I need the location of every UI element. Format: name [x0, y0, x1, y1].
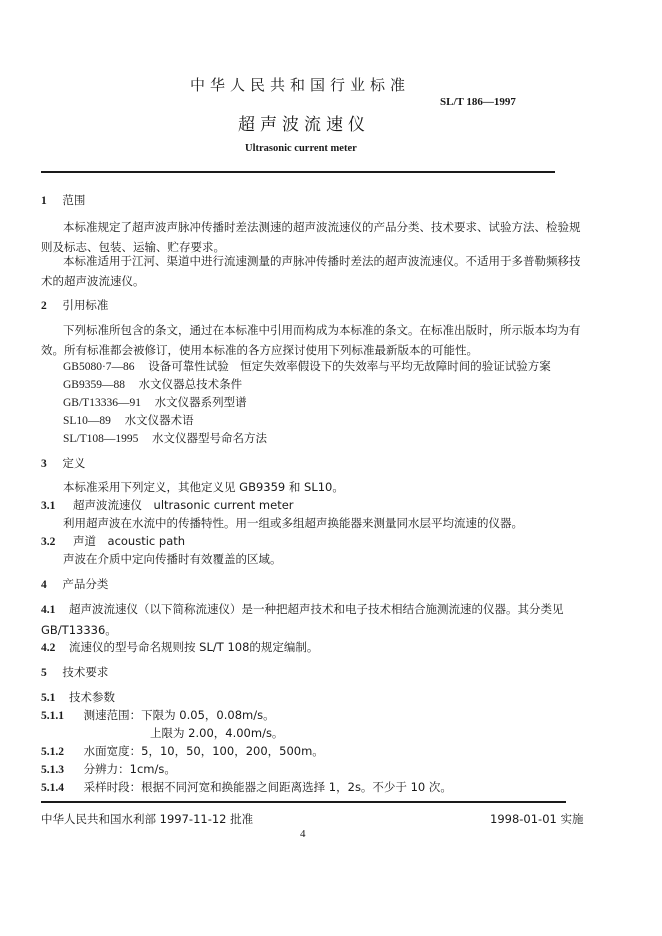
section-title: 技术要求	[62, 665, 109, 679]
clause-3-2-heading	[41, 533, 185, 549]
section-title: 定义	[62, 456, 86, 470]
reference-name: 水文仪器术语	[124, 413, 194, 427]
document-title: 超声波流速仪	[238, 115, 370, 135]
national-standard-title: 中华人民共和国行业标准	[190, 76, 411, 94]
approval-line: 中华人民共和国水利部 1997-11-12 批准	[41, 812, 254, 826]
section-2-heading	[41, 297, 108, 313]
section-1-heading	[41, 192, 85, 208]
reference-name: 设备可靠性试验 恒定失效率假设下的失效率与平均无故障时间的验证试验方案	[148, 359, 551, 373]
clause-text: 超声波流速仪（以下简称流速仪）是一种把超声技术和电子技术相结合施测流速的仪器。其分类见 GB/T13336。	[41, 602, 564, 637]
reference-code: GB9359—88	[63, 379, 125, 391]
reference-item	[63, 430, 267, 446]
clause-3-2-text: 声波在介质中定向传播时有效覆盖的区域。	[63, 552, 282, 566]
clause-3-1-heading	[41, 497, 294, 513]
clause-3-1-text: 利用超声波在水流中的传播特性。用一组或多组超声换能器来测量同水层平均流速的仪器。	[63, 516, 523, 530]
clause-number: 5.1	[41, 692, 56, 704]
footer-divider	[41, 801, 566, 803]
section-number: 1	[41, 195, 47, 207]
reference-name: 水文仪器总技术条件	[138, 377, 243, 391]
clause-number: 3.2	[41, 536, 56, 548]
clause-number: 3.1	[41, 500, 56, 512]
section-title: 产品分类	[62, 577, 109, 591]
clause-4-1	[41, 599, 581, 640]
clause-text: 分辨力：1cm/s。	[83, 762, 176, 776]
clause-number: 5.1.1	[41, 710, 64, 722]
clause-title: 声道 acoustic path	[73, 534, 186, 548]
document-title-en: Ultrasonic current meter	[245, 143, 357, 154]
reference-code: GB/T13336—91	[63, 397, 141, 409]
section-3-heading	[41, 455, 85, 471]
reference-item	[63, 358, 551, 374]
clause-number: 5.1.4	[41, 782, 64, 794]
clause-number: 4.1	[41, 604, 56, 616]
effective-date: 1998-01-01 实施	[490, 812, 584, 826]
clause-text: 下限为 0.05，0.08m/s。	[141, 708, 275, 722]
reference-code: SL10—89	[63, 415, 111, 427]
reference-name: 水文仪器系列型谱	[154, 395, 247, 409]
clause-number: 4.2	[41, 642, 56, 654]
reference-item	[63, 394, 247, 410]
clause-label: 测速范围：	[83, 708, 142, 722]
clause-5-1-1	[41, 707, 275, 723]
section-1-paragraph-1: 本标准规定了超声波声脉冲传播时差法测速的超声波流速仪的产品分类、技术要求、试验方法、检验规则及标志、包装、运输、贮存要求。	[41, 220, 581, 254]
section-number: 2	[41, 300, 47, 312]
section-3-paragraph: 本标准采用下列定义，其他定义见 GB9359 和 SL10。	[63, 480, 344, 494]
section-5-heading	[41, 664, 108, 680]
clause-5-1-2	[41, 743, 324, 759]
section-2-paragraph: 下列标准所包含的条文，通过在本标准中引用而构成为本标准的条文。在标准出版时，所示版本均为有效。所有标准都会被修订，使用本标准的各方应探讨使用下列标准最新版本的可能性。	[41, 323, 581, 357]
clause-5-1-4	[41, 779, 452, 795]
section-title: 范围	[62, 193, 86, 207]
section-4-heading	[41, 576, 108, 592]
section-number: 3	[41, 458, 47, 470]
section-number: 5	[41, 667, 47, 679]
reference-code: SL/T108—1995	[63, 433, 139, 445]
page-number: 4	[300, 828, 306, 840]
reference-item	[63, 412, 194, 428]
section-number: 4	[41, 579, 47, 591]
reference-item	[63, 376, 242, 392]
clause-4-2	[41, 639, 318, 655]
reference-code: GB5080·7—86	[63, 361, 135, 373]
clause-title: 超声波流速仪 ultrasonic current meter	[73, 498, 294, 512]
clause-text: 采样时段：根据不同河宽和换能器之间距离选择 1，2s。不少于 10 次。	[83, 780, 452, 794]
clause-number: 5.1.2	[41, 746, 64, 758]
clause-text: 流速仪的型号命名规则按 SL/T 108的规定编制。	[69, 640, 319, 654]
header-divider	[41, 171, 555, 173]
clause-number: 5.1.3	[41, 764, 64, 776]
section-1-paragraph-2: 本标准适用于江河、渠道中进行流速测量的声脉冲传播时差法的超声波流速仪。不适用于多普勒频移技术的超声波流速仪。	[41, 254, 581, 288]
clause-title: 技术参数	[69, 690, 116, 704]
clause-5-1-1-line-2: 上限为 2.00，4.00m/s。	[150, 726, 284, 740]
reference-name: 水文仪器型号命名方法	[152, 431, 268, 445]
clause-text: 水面宽度：5，10，50，100，200，500m。	[83, 744, 324, 758]
standard-code: SL/T 186—1997	[440, 96, 516, 108]
clause-5-1-3	[41, 761, 176, 777]
clause-5-1-heading	[41, 689, 115, 705]
section-title: 引用标准	[62, 298, 109, 312]
